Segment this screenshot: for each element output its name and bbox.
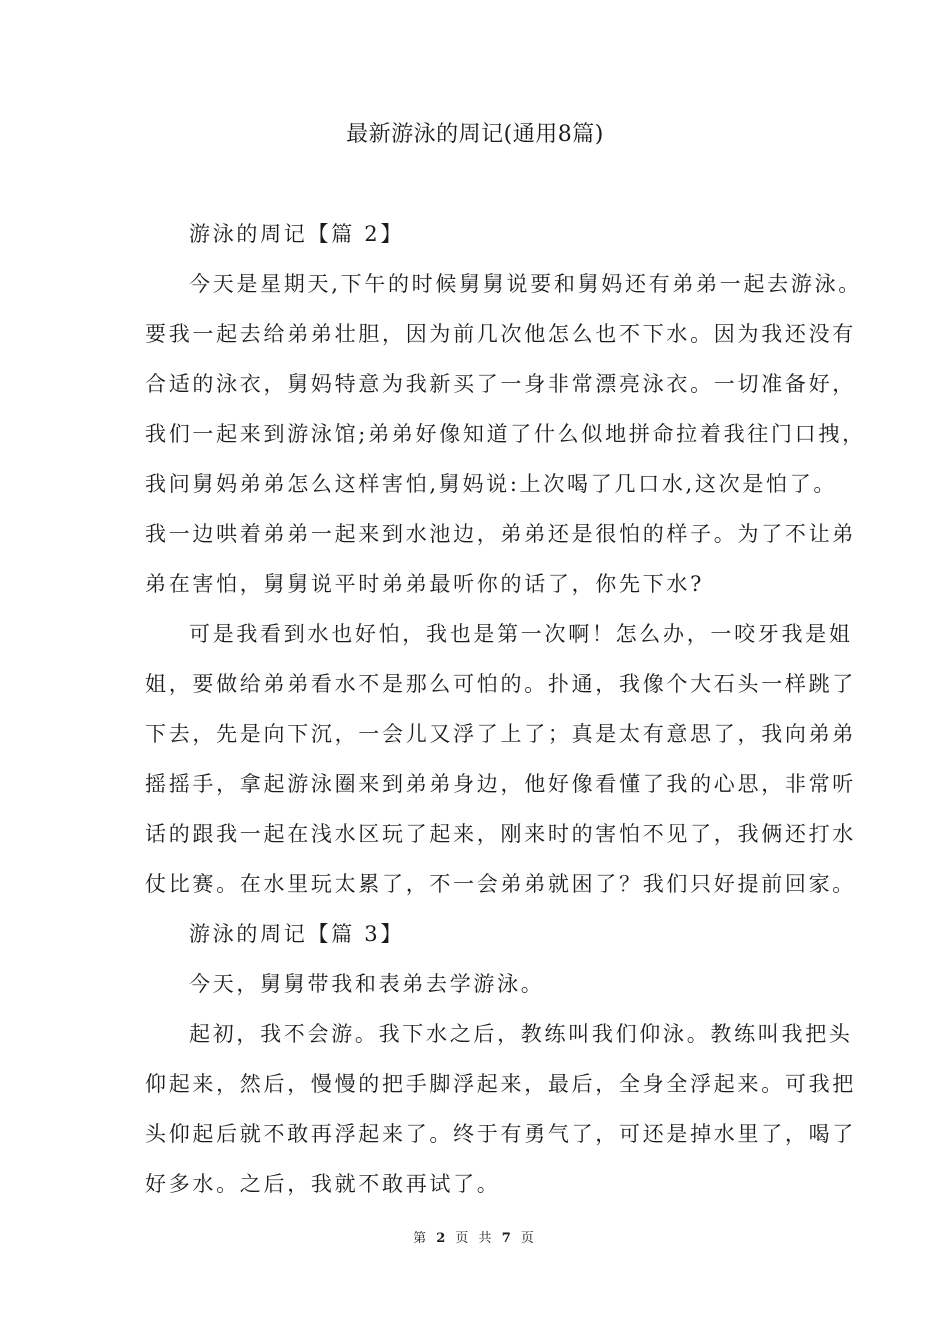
paragraph-line: 姐，要做给弟弟看水不是那么可怕的。扑通，我像个大石头一样跳了 [145,672,856,696]
paragraph-line: 合适的泳衣，舅妈特意为我新买了一身非常漂亮泳衣。一切准备好， [145,372,856,396]
paragraph-line: 头仰起后就不敢再浮起来了。终于有勇气了，可还是掉水里了，喝了 [145,1122,856,1146]
paragraph-line: 好多水。之后，我就不敢再试了。 [145,1172,501,1196]
page-footer [0,1230,950,1248]
paragraph-line: 摇摇手，拿起游泳圈来到弟弟身边，他好像看懂了我的心思，非常听 [145,772,856,796]
paragraph-line: 下去，先是向下沉，一会儿又浮了上了；真是太有意思了，我向弟弟 [145,722,856,746]
paragraph-line: 我问舅妈弟弟怎么这样害怕,舅妈说:上次喝了几口水,这次是怕了。 [145,472,838,496]
paragraph-line: 弟在害怕，舅舅说平时弟弟最听你的话了，你先下水? [145,572,705,596]
paragraph-line: 我一边哄着弟弟一起来到水池边，弟弟还是很怕的样子。为了不让弟 [145,522,856,546]
footer-prefix: 第 [413,1231,430,1246]
paragraph-line: 可是我看到水也好怕，我也是第一次啊！怎么办，一咬牙我是姐 [189,622,853,646]
paragraph-line: 今天是星期天,下午的时候舅舅说要和舅妈还有弟弟一起去游泳。 [189,272,862,296]
paragraph-line: 话的跟我一起在浅水区玩了起来，刚来时的害怕不见了，我俩还打水 [145,822,856,846]
paragraph-line: 今天，舅舅带我和表弟去学游泳。 [189,972,545,996]
total-pages-number: 7 [501,1231,514,1246]
paragraph-line: 仰起来，然后，慢慢的把手脚浮起来，最后，全身全浮起来。可我把 [145,1072,856,1096]
paragraph-line: 仗比赛。在水里玩太累了，不一会弟弟就困了？我们只好提前回家。 [145,872,856,896]
section-heading: 游泳的周记【篇 2】 [189,222,405,246]
footer-middle: 页 共 [455,1231,495,1246]
footer-suffix: 页 [520,1231,537,1246]
paragraph-line: 要我一起去给弟弟壮胆，因为前几次他怎么也不下水。因为我还没有 [145,322,856,346]
document-title: 最新游泳的周记(通用8篇) [346,122,604,147]
paragraph-line: 我们一起来到游泳馆;弟弟好像知道了什么似地拼命拉着我往门口拽， [145,422,866,446]
paragraph-line: 起初，我不会游。我下水之后，教练叫我们仰泳。教练叫我把头 [189,1022,853,1046]
document-body [145,218,866,1218]
section-heading: 游泳的周记【篇 3】 [189,922,405,946]
current-page-number: 2 [436,1231,449,1246]
